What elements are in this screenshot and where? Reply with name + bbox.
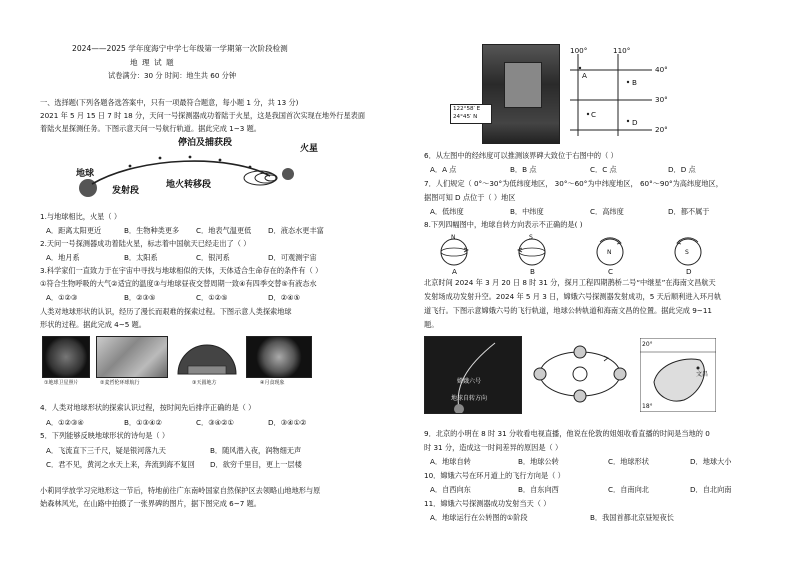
q4-option-b: B．①③④② [124, 418, 162, 427]
passage-line: 形状的过程。据此完成 4~5 题。 [40, 320, 146, 329]
exam-info: 试卷满分：30 分 时间：地生共 60 分钟 [108, 71, 237, 80]
point-label: C [591, 110, 597, 119]
q3-option-c: C．①②⑤ [196, 293, 228, 302]
longitude-label: 100° [570, 46, 588, 55]
q1-option-c: C．地表气温更低 [196, 226, 252, 235]
subject-title: 地 理 试 题 [130, 58, 175, 67]
q1-option-b: B．生物种类更多 [124, 226, 180, 235]
q5-option-d: D．欲穷千里目，更上一层楼 [210, 460, 302, 469]
stone-latitude: 24°45′ N [453, 114, 478, 120]
stone-tablet [504, 62, 542, 108]
q7-option-a: A．低纬度 [430, 207, 464, 216]
question-8: 8.下列四幅图中，地球自转方向表示不正确的是( ) [424, 220, 583, 229]
pole-label: S [529, 234, 533, 241]
diagram-label: B [530, 267, 535, 276]
q2-option-d: D．可观测宇宙 [268, 253, 317, 262]
photo-caption: 嫦娥六号 [457, 378, 482, 385]
q10-option-d: D．自北向南 [690, 485, 732, 494]
stone-coordinate-box [450, 104, 492, 124]
magellan-map-photo [96, 336, 168, 378]
earth-icon [79, 179, 97, 197]
question-3: 3.科学家们一直致力于在宇宙中寻找与地球相似的天体，天体适合生命存在的条件有（ ） [40, 266, 323, 275]
passage-line: 小莉同学放学习完地形这一节后，特地前往广东南岭国家自然保护区去领略山地地形与原 [40, 486, 321, 495]
q3-option-b: B．②③⑤ [124, 293, 156, 302]
passage-line: 人类对地球形状的认识，经历了漫长而艰难的探索过程。下图示意人类探索地球 [40, 307, 292, 316]
passage-line: 发射场成功发射升空。2024 年 5 月 3 日，嫦娥六号探测器发射成功，5 天后顺利进入环月轨 [424, 292, 722, 301]
parking-orbit [265, 175, 277, 181]
launch-label: 发射段 [112, 186, 140, 196]
question-4: 4．人类对地球形状的探索认识过程，按时间先后排序正确的是（ ） [40, 403, 256, 412]
question-10: 10．嫦娥六号在环月道上的飞行方向是（ ） [424, 471, 565, 480]
q7-option-d: D．都不属于 [668, 207, 710, 216]
exam-title: 2024——2025 学年度海宁中学七年级第一学期第一次阶段检测 [72, 44, 288, 53]
q4-option-a: A．①②③④ [46, 418, 84, 427]
q7-option-b: B．中纬度 [510, 207, 544, 216]
passage-line: 北京时间 2024 年 3 月 20 日 8 时 31 分，探月工程四期鹊桥二号“中继星”在海南文昌航天 [424, 278, 716, 287]
question-7: 7．人们规定（ 0°～30°为低纬度地区， 30°～60°为中纬度地区， 60°～90°为高纬度地区， [424, 179, 723, 188]
question-9: 9．北京的小明在 8 时 31 分收看电视直播，他说在伦敦的姐姐收看直播的时间是当地的 0 [424, 429, 710, 438]
passage-line: 题。 [424, 320, 439, 329]
satellite-earth-photo [42, 336, 90, 378]
question-7-cont: 据图可知 D 点位于（ ）地区 [424, 193, 516, 202]
q9-option-d: D．地球大小 [690, 457, 732, 466]
lat-long-grid [560, 44, 660, 140]
q6-option-a: A．A 点 [430, 165, 457, 174]
mars-label: 火星 [300, 144, 319, 154]
photo-caption: 地球自转方向 [451, 395, 488, 402]
latitude-label: 30° [655, 95, 668, 104]
q4-option-d: D．③④①② [268, 418, 307, 427]
q2-option-a: A．地月系 [46, 253, 80, 262]
question-11: 11．嫦娥六号探测器成功发射当天（ ） [424, 499, 551, 508]
q4-option-c: C．③④②① [196, 418, 234, 427]
point-label: D [632, 118, 638, 127]
pole-label: N [451, 234, 456, 241]
question-2: 2.天问一号探测器成功着陆火星，标志着中国航天已经走出了（ ） [40, 239, 251, 248]
longitude-label: 110° [613, 46, 631, 55]
diagram-label: C [608, 267, 614, 276]
q6-option-d: D．D 点 [668, 165, 696, 174]
q10-option-a: A．自西向东 [430, 485, 471, 494]
q3-conditions: ①符合生物呼吸的大气②适宜的温度③与地球昼夜交替周期一致④有四季交替⑤有液态水 [40, 279, 317, 288]
transfer-label: 地火转移段 [166, 180, 212, 190]
q10-option-b: B．自东向西 [518, 485, 559, 494]
mars-icon [282, 168, 294, 180]
figure-caption: ③天圆地方 [192, 380, 217, 386]
figure-caption: ①地球卫星照片 [44, 380, 79, 386]
intro-line: 2021 年 5 月 15 日 7 时 18 分，天问一号探测器成功着陆于火星，这是我国首次实现在地外行星表面 [40, 111, 366, 120]
q10-option-c: C．自南向北 [608, 485, 649, 494]
q11-option-b: B．我国首都北京昼短夜长 [590, 513, 674, 522]
q9-option-b: B．地球公转 [518, 457, 559, 466]
figure-caption: ②麦哲伦环球航行 [100, 380, 140, 386]
map-city-label: 文昌 [696, 371, 709, 378]
change6-orbit-photo [424, 336, 522, 414]
q9-option-c: C．地球形状 [608, 457, 649, 466]
pole-label: S [685, 249, 689, 256]
q1-option-d: D．液态水更丰富 [268, 226, 324, 235]
round-sky-square-earth-figure [174, 336, 240, 376]
lunar-eclipse-photo [246, 336, 312, 378]
parking-capture-label: 停泊及捕获段 [178, 138, 233, 148]
latitude-label: 20° [655, 125, 668, 134]
q6-option-b: B．B 点 [510, 165, 537, 174]
question-6: 6．从左图中的经纬度可以推测该界碑大致位于右图中的（ ） [424, 151, 618, 160]
q9-option-a: A．地球自转 [430, 457, 471, 466]
q7-option-c: C．高纬度 [590, 207, 624, 216]
q2-option-b: B．太阳系 [124, 253, 158, 262]
latitude-label: 40° [655, 65, 668, 74]
diagram-label: A [452, 267, 457, 276]
map-latitude: 20° [642, 341, 653, 348]
section-heading: 一、选择题(下列各题各选答案中，只有一项最符合题意，每小题 1 分，共 13 分) [40, 98, 299, 107]
q2-option-c: C．银河系 [196, 253, 230, 262]
intro-line: 着陆火星探测任务。下图示意天问一号航行轨道。据此完成 1~3 题。 [40, 124, 261, 133]
q11-option-a: A．地球运行在公转图的①阶段 [430, 513, 528, 522]
q5-option-b: B．随风潜入夜，润物细无声 [210, 446, 302, 455]
earth-label: 地球 [76, 169, 95, 179]
passage-line: 道飞行。下图示意嫦娥六号的飞行轨道，地球公转轨道和海南文昌的位置。据此完成 9~11 [424, 306, 712, 315]
diagram-label: D [686, 267, 692, 276]
point-label: A [582, 71, 587, 80]
earth-rotation-diagrams [428, 232, 728, 272]
q6-option-c: C．C 点 [590, 165, 617, 174]
figure-caption: ④月食现象 [260, 380, 285, 386]
q1-option-a: A．距离太阳更近 [46, 226, 102, 235]
earth-revolution-diagram [530, 336, 630, 412]
q5-option-c: C．君不见，黄河之水天上来，奔流到海不复回 [46, 460, 195, 469]
pole-label: N [607, 249, 612, 256]
q3-option-d: D．②④⑤ [268, 293, 301, 302]
question-5: 5．下列能够反映地球形状的诗句是（ ） [40, 431, 170, 440]
rotation-diagram-b [518, 239, 545, 265]
rotation-diagram-a [441, 239, 468, 265]
question-9-cont: 时 31 分，造成这一时间差异的原因是（ ） [424, 443, 563, 452]
q3-option-a: A．①②③ [46, 293, 78, 302]
map-latitude: 18° [642, 403, 653, 410]
point-label: B [632, 78, 637, 87]
stone-longitude: 122°58′ E [453, 106, 481, 112]
passage-line: 始森林风光，在山路中拍摄了一张界碑的图片，据下图完成 6~7 题。 [40, 499, 261, 508]
q5-option-a: A．飞流直下三千尺，疑是银河落九天 [46, 446, 166, 455]
question-1: 1.与地球相比，火星（ ） [40, 212, 122, 221]
